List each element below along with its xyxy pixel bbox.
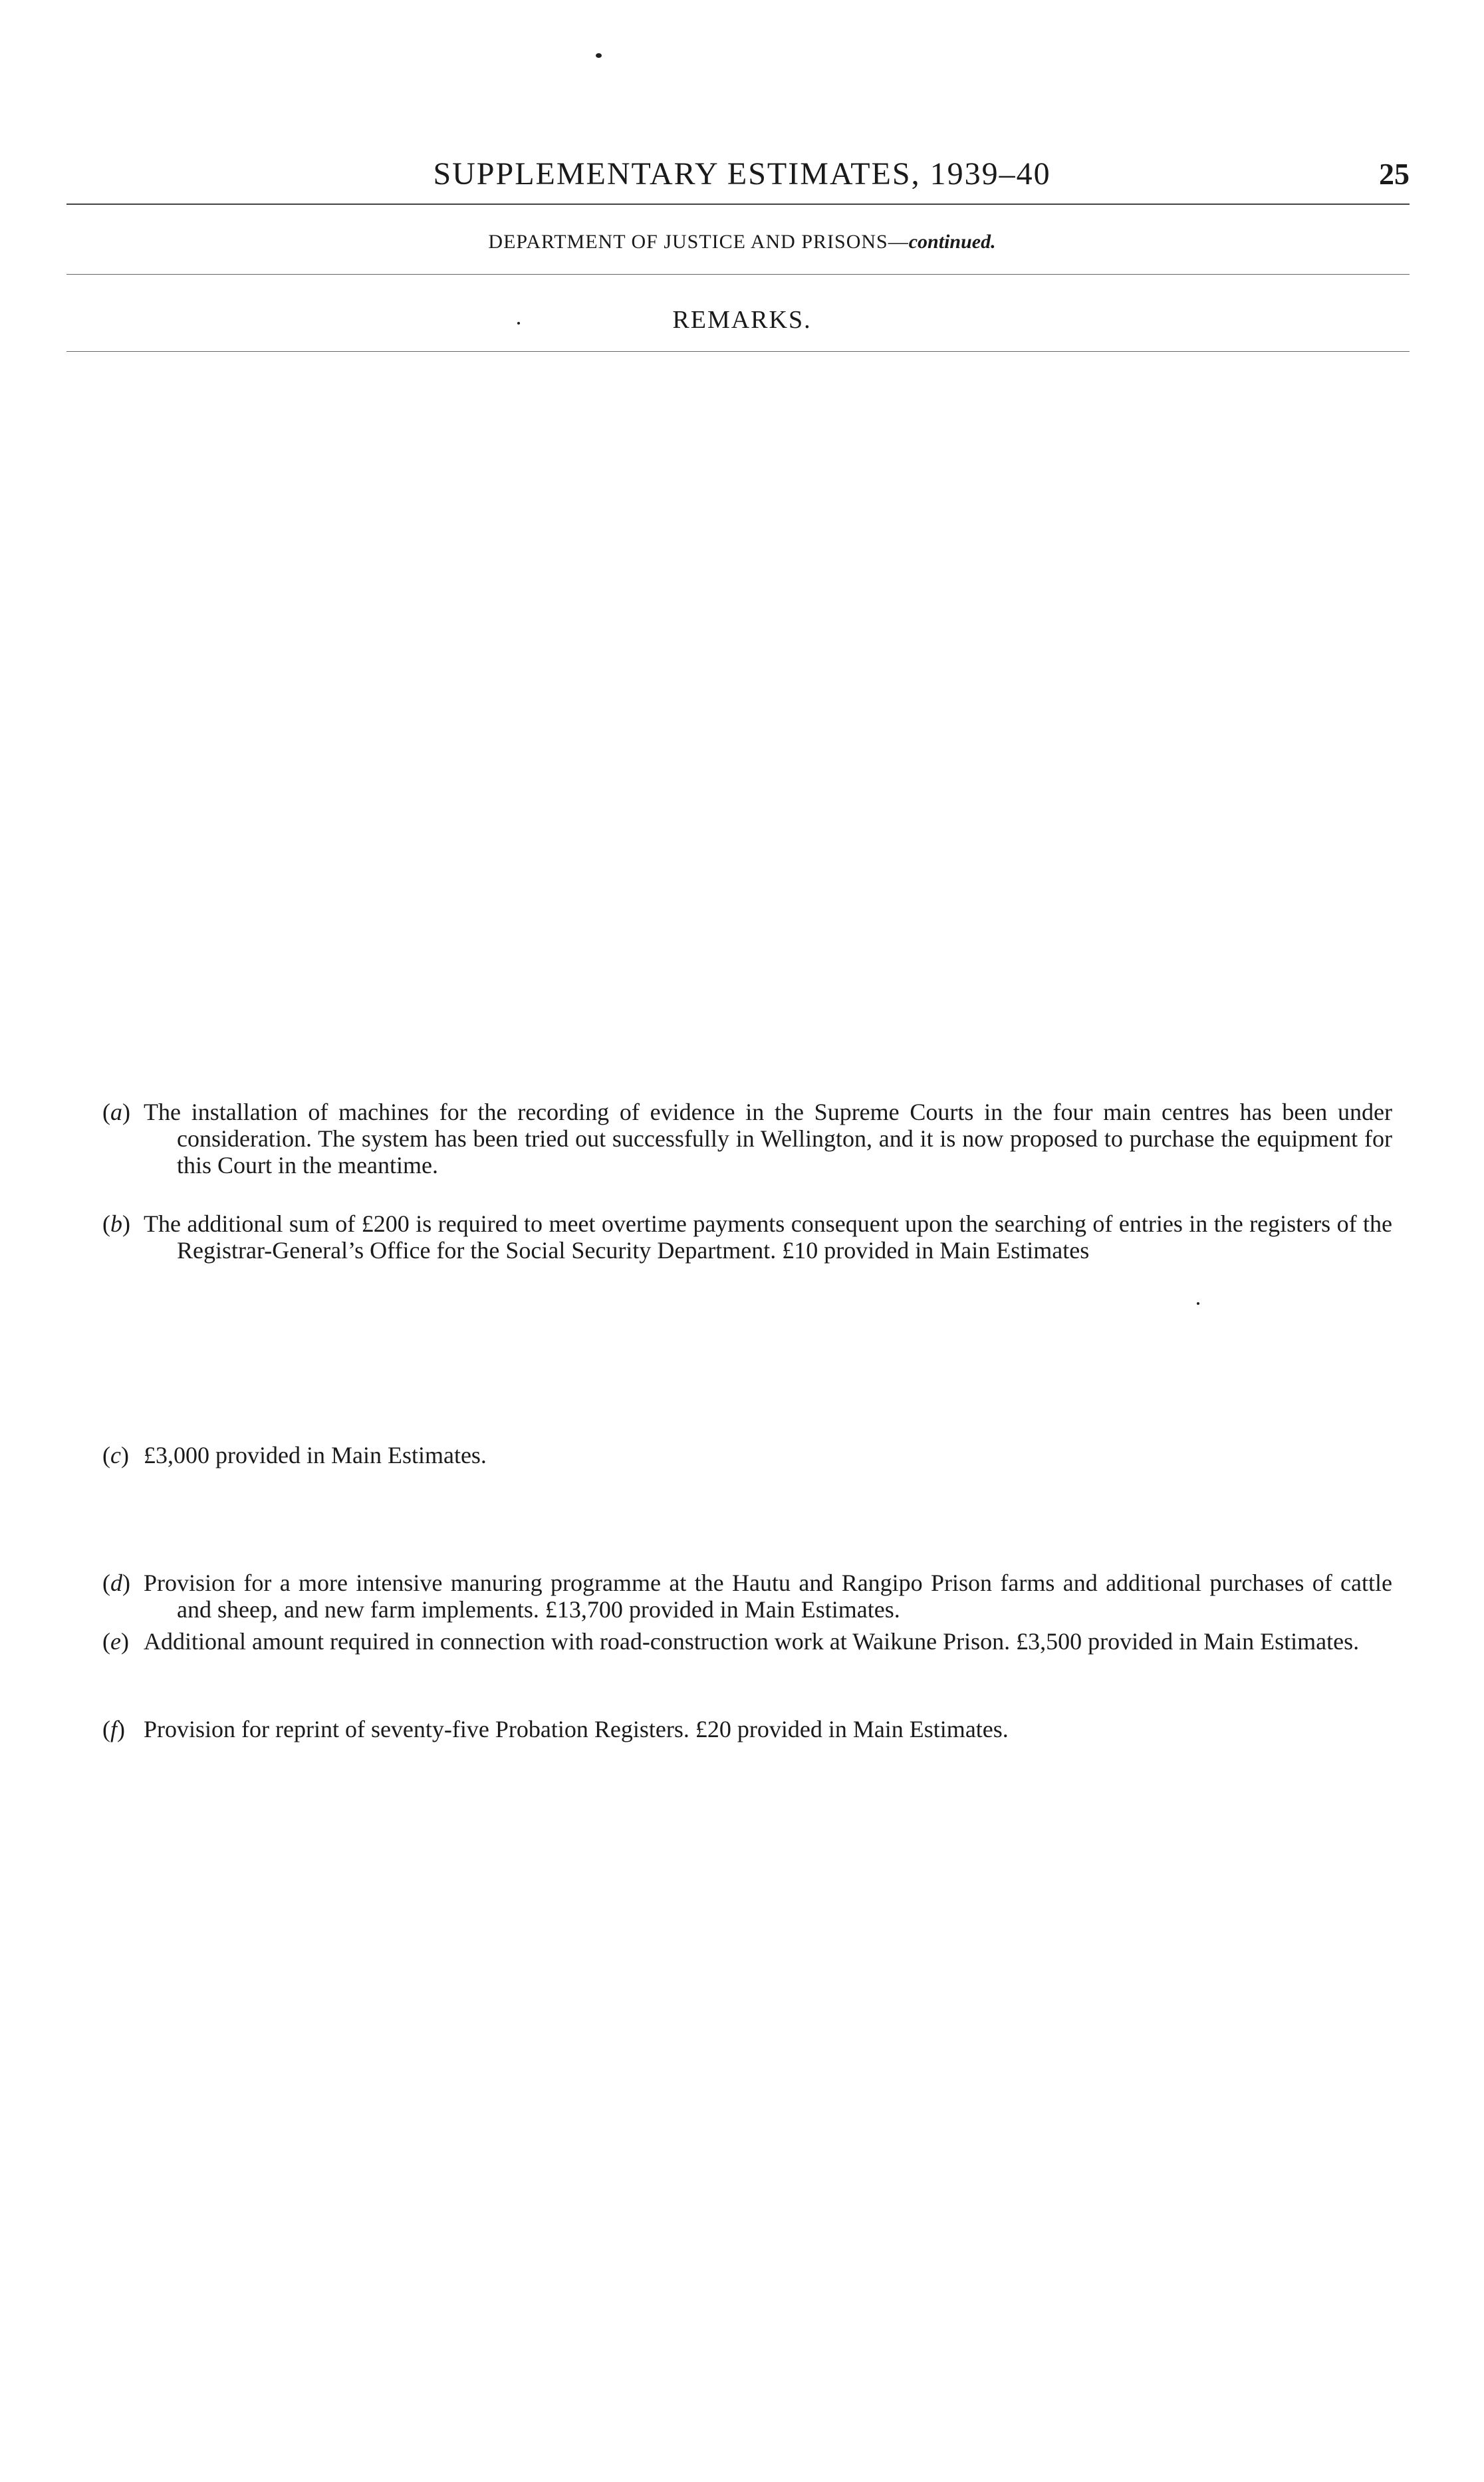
remark-text: Additional amount required in connection with road-construction work at Waikune Prison. £3,500 provided in Main Estimates. [144,1628,1360,1655]
remark-d [102,1570,1392,1623]
remark-f [102,1716,1392,1742]
scan-speck [517,322,520,325]
remark-text: Provision for reprint of seventy-five Probation Registers. £20 provided in Main Estimates. [144,1716,1009,1742]
header-rule-middle [66,274,1410,275]
remark-label: (d) [102,1570,130,1596]
remark-a [102,1099,1392,1178]
department-heading [0,229,1484,255]
remark-label: (a) [102,1099,130,1125]
header-rule-bottom [66,351,1410,352]
remarks-heading: REMARKS. [672,306,812,334]
remark-label: (c) [102,1442,129,1468]
scan-speck [596,53,602,58]
page-number: 25 [1379,157,1410,191]
remark-e [102,1628,1392,1655]
remark-label: (f) [102,1716,126,1742]
remark-label: (b) [102,1210,130,1237]
remark-c [102,1442,1392,1468]
remark-text: The additional sum of £200 is required to meet overtime payments consequent upon the searching of entries in the registers of the Registrar-General’s Office for the Social Security Department. £10 provided in Main Estimates [144,1210,1392,1264]
department-name: DEPARTMENT OF JUSTICE AND PRISONS— [488,231,909,253]
department-continued: continued. [908,231,996,253]
remark-text: The installation of machines for the recording of evidence in the Supreme Courts in the four main centres has been under consideration. The system has been tried out successfully in Wellington, and it is now proposed to purchase the equipment for this Court in the meantime. [144,1099,1392,1178]
remark-text: Provision for a more intensive manuring programme at the Hautu and Rangipo Prison farms and additional purchases of cattle and sheep, and new farm implements. £13,700 provided in Main Estimates. [144,1570,1392,1623]
page-title: SUPPLEMENTARY ESTIMATES, 1939–40 [433,156,1051,192]
remark-label: (e) [102,1628,129,1655]
remark-text: £3,000 provided in Main Estimates. [144,1442,487,1468]
scan-speck [1197,1302,1199,1305]
remark-b [102,1210,1392,1264]
header-rule-top [66,204,1410,205]
